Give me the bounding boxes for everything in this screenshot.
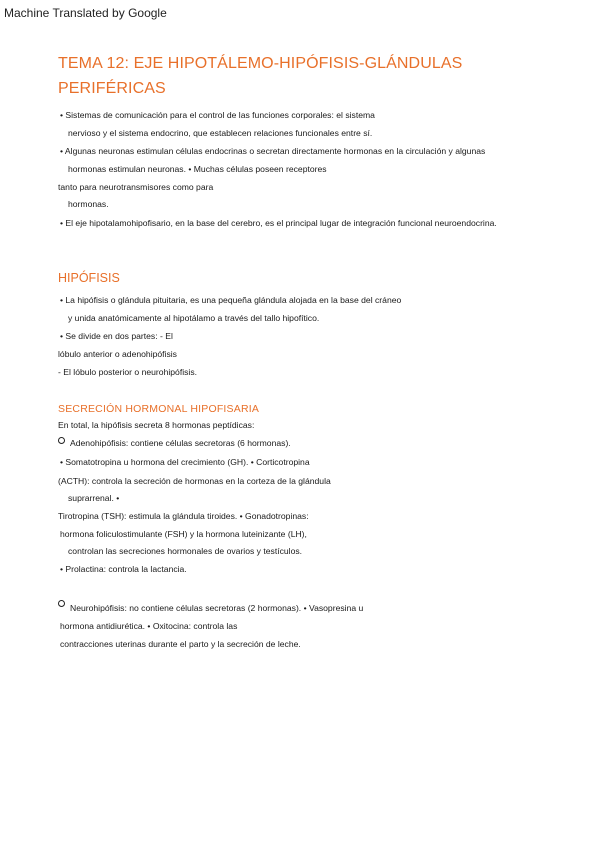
intro-line: nervioso y el sistema endocrino, que establecen relaciones funcionales entre sí. <box>68 128 373 138</box>
intro-line: • Algunas neuronas estimulan células endocrinas o secretan directamente hormonas en la circulación y algunas <box>60 146 486 156</box>
adeno-line: • Somatotropina u hormona del crecimiento (GH). • Corticotropina <box>60 457 310 467</box>
hipofisis-line: y unida anatómicamente al hipotálamo a través del tallo hipofítico. <box>68 313 320 323</box>
page-title-line1: TEMA 12: EJE HIPOTÁLEMO-HIPÓFISIS-GLÁNDULAS <box>58 55 463 72</box>
hipofisis-line: - El lóbulo posterior o neurohipófisis. <box>58 367 198 377</box>
intro-line: tanto para neurotransmisores como para <box>58 182 214 192</box>
intro-line: • El eje hipotalamohipofisario, en la base del cerebro, es el principal lugar de integración funcional neuroendocrina. <box>60 218 497 228</box>
hipofisis-line: • Se divide en dos partes: - El <box>60 331 173 341</box>
neuro-line: contracciones uterinas durante el parto y la secreción de leche. <box>60 639 301 649</box>
section-heading-secrecion: SECRECIÓN HORMONAL HIPOFISARIA <box>58 403 260 415</box>
neuro-line: hormona antidiurética. • Oxitocina: controla las <box>60 621 238 631</box>
intro-line: hormonas. <box>68 199 109 209</box>
machine-translated-label: Machine Translated by Google <box>4 6 167 20</box>
adeno-line: Adenohipófisis: contiene células secretoras (6 hormonas). <box>70 438 291 448</box>
section-heading-hipofisis: HIPÓFISIS <box>58 271 120 285</box>
adeno-line: • Prolactina: controla la lactancia. <box>60 564 187 574</box>
adeno-line: hormona foliculostimulante (FSH) y la hormona luteinizante (LH), <box>60 529 307 539</box>
neuro-line: Neurohipófisis: no contiene células secretoras (2 hormonas). • Vasopresina u <box>70 603 364 613</box>
hipofisis-line: • La hipófisis o glándula pituitaria, es una pequeña glándula alojada en la base del cráneo <box>60 295 402 305</box>
adeno-line: Tirotropina (TSH): estimula la glándula tiroides. • Gonadotropinas: <box>58 511 309 521</box>
circle-bullet-icon <box>58 437 65 444</box>
secrecion-intro: En total, la hipófisis secreta 8 hormonas peptídicas: <box>58 420 255 430</box>
intro-line: • Sistemas de comunicación para el control de las funciones corporales: el sistema <box>60 110 375 120</box>
adeno-line: controlan las secreciones hormonales de ovarios y testículos. <box>68 546 303 556</box>
intro-line: hormonas estimulan neuronas. • Muchas células poseen receptores <box>68 164 327 174</box>
hipofisis-line: lóbulo anterior o adenohipófisis <box>58 349 177 359</box>
circle-bullet-icon <box>58 600 65 607</box>
adeno-line: suprarrenal. • <box>68 493 120 503</box>
page-title-line2: PERIFÉRICAS <box>58 80 166 97</box>
adeno-line: (ACTH): controla la secreción de hormonas en la corteza de la glándula <box>58 476 331 486</box>
